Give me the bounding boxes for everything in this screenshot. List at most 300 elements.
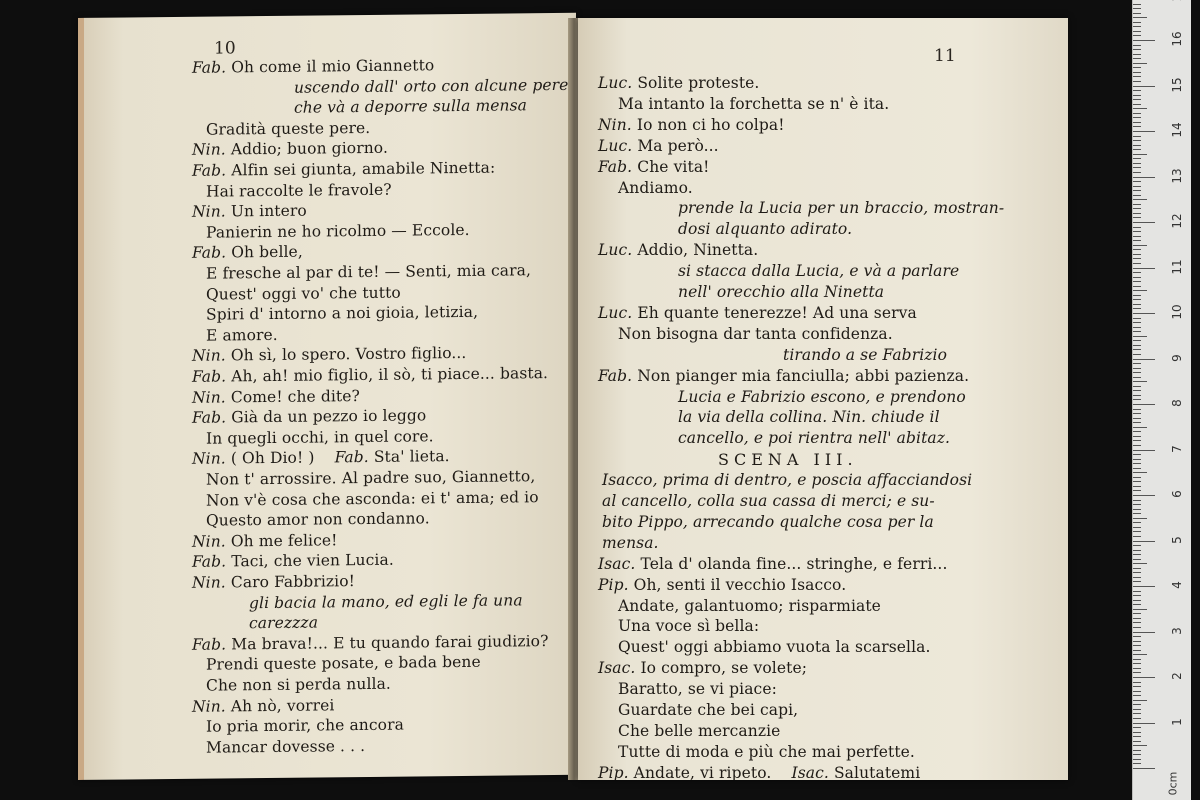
- ruler-tick: [1133, 331, 1141, 332]
- ruler-tick: [1133, 622, 1141, 623]
- speaker-name: Nin.: [192, 573, 231, 592]
- ruler-tick: [1133, 145, 1141, 146]
- ruler-tick: [1133, 190, 1141, 191]
- text-line: [598, 241, 758, 259]
- ruler-tick: [1133, 581, 1141, 582]
- ruler-tick: [1133, 131, 1155, 132]
- ruler-tick: [1133, 695, 1141, 696]
- ruler-tick: [1133, 490, 1141, 491]
- text-line: [783, 346, 947, 364]
- stage-direction: Isacco, prima di dentro, e poscia affacciandosi: [602, 471, 973, 490]
- ruler-tick: [1133, 263, 1141, 264]
- text-line: [678, 429, 950, 447]
- text-line: [192, 696, 334, 715]
- ruler-tick: [1133, 577, 1141, 578]
- text-line: [206, 488, 539, 509]
- ruler-tick: [1133, 108, 1147, 109]
- ruler-tick: [1133, 54, 1141, 55]
- text-line: [206, 675, 391, 695]
- dialogue-text: Già da un pezzo io leggo: [231, 406, 427, 427]
- speaker-name: Fab.: [192, 367, 232, 386]
- speaker-name: Isac.: [791, 763, 834, 780]
- ruler-tick: [1133, 104, 1141, 105]
- ruler-tick: [1133, 340, 1141, 341]
- ruler-tick: [1133, 440, 1141, 441]
- text-line: [192, 56, 434, 77]
- ruler-tick: [1133, 136, 1141, 137]
- ruler-tick: [1133, 672, 1141, 673]
- dialogue-text: Eh quante tenerezze! Ad una serva: [637, 303, 917, 322]
- ruler-tick: [1133, 327, 1141, 328]
- ruler-tick: [1133, 513, 1141, 514]
- ruler-tick: [1133, 227, 1141, 228]
- ruler-tick: [1133, 163, 1141, 164]
- text-line: [598, 116, 785, 134]
- ruler-number: 6: [1170, 490, 1184, 498]
- speaker-name: Isac.: [598, 659, 641, 678]
- ruler-tick: [1133, 58, 1141, 59]
- dialogue-text: Oh me felice!: [230, 531, 338, 551]
- text-line: [618, 680, 777, 698]
- ruler-tick: [1133, 95, 1141, 96]
- ruler-tick: [1133, 40, 1155, 41]
- text-line: [618, 325, 893, 343]
- dialogue-text: E amore.: [206, 325, 278, 345]
- text-line: [618, 743, 915, 761]
- ruler-tick: [1133, 481, 1141, 482]
- dialogue-text: In quegli occhi, in quel core.: [206, 427, 434, 448]
- ruler-number: 3: [1170, 626, 1184, 635]
- ruler-tick: [1133, 140, 1141, 141]
- ruler-tick: [1133, 741, 1141, 742]
- dialogue-text: Guardate che bei capi,: [618, 701, 799, 719]
- ruler-tick: [1133, 99, 1141, 100]
- ruler-tick: [1133, 90, 1141, 91]
- ruler-tick: [1133, 72, 1141, 73]
- dialogue-text: Ah, ah! mio figlio, il sò, ti piace... basta.: [231, 364, 549, 386]
- text-line: [678, 408, 940, 426]
- ruler-tick: [1133, 117, 1141, 118]
- ruler-tick: [1133, 245, 1147, 246]
- speaker-name: Pip.: [598, 575, 634, 594]
- ruler-tick: [1133, 268, 1155, 269]
- dialogue-text: Gradità queste pere.: [206, 118, 371, 139]
- ruler-number: [1170, 0, 1184, 4]
- dialogue-text: Non v'è cosa che asconda: ei t' ama; ed io: [206, 487, 539, 510]
- dialogue-text: Tutte di moda e più che mai perfette.: [618, 742, 915, 761]
- text-line: [678, 283, 884, 301]
- speaker-name: Fab.: [334, 448, 374, 467]
- text-line: [598, 659, 807, 677]
- text-line: [618, 597, 881, 615]
- ruler-tick: [1133, 759, 1141, 760]
- ruler-tick: [1133, 436, 1141, 437]
- dialogue-text: E fresche al par di te! — Senti, mia cara,: [206, 261, 532, 283]
- ruler-tick: [1133, 727, 1141, 728]
- measuring-ruler: [1132, 0, 1191, 800]
- text-line: [678, 199, 1004, 217]
- ruler-number: 16: [1170, 31, 1184, 47]
- ruler-number: 14: [1170, 122, 1184, 138]
- ruler-tick: [1133, 363, 1141, 364]
- ruler-tick: [1133, 236, 1141, 237]
- dialogue-text: Alfin sei giunta, amabile Ninetta:: [231, 158, 496, 180]
- ruler-tick: [1133, 258, 1141, 259]
- speaker-name: Nin.: [192, 202, 231, 221]
- ruler-number: 11: [1170, 258, 1184, 275]
- ruler-number: 12: [1170, 213, 1184, 229]
- ruler-tick: [1133, 413, 1141, 414]
- ruler-tick: [1133, 154, 1147, 155]
- ruler-tick: [1133, 754, 1141, 755]
- ruler-tick: [1133, 299, 1141, 300]
- ruler-tick: [1133, 663, 1141, 664]
- stage-direction: mensa.: [602, 533, 659, 552]
- ruler-tick: [1133, 763, 1141, 764]
- dialogue-text: Ma brava!... E tu quando farai giudizio?: [231, 631, 549, 654]
- text-line: [618, 722, 780, 740]
- ruler-tick: [1133, 536, 1141, 537]
- ruler-tick: [1133, 222, 1155, 223]
- dialogue-text: Prendi queste posate, e bada bene: [206, 653, 481, 675]
- ruler-number: 5: [1170, 535, 1184, 544]
- ruler-tick: [1133, 600, 1141, 601]
- dialogue-text: Mancar dovesse . . .: [206, 736, 366, 757]
- stage-direction: uscendo dall' orto con alcune pere: [294, 75, 569, 97]
- ruler-tick: [1133, 404, 1155, 405]
- ruler-tick: [1133, 49, 1141, 50]
- ruler-tick: [1133, 704, 1141, 705]
- text-line: [206, 221, 470, 242]
- ruler-tick: [1133, 281, 1141, 282]
- dialogue-text: Tela d' olanda fine... stringhe, e ferri...: [640, 554, 948, 573]
- ruler-tick: [1133, 113, 1141, 114]
- speaker-name: Luc.: [598, 241, 638, 260]
- text-line: [678, 220, 852, 238]
- dialogue-text: Ma intanto la forchetta se n' è ita.: [618, 94, 890, 113]
- dialogue-text: Addio; buon giorno.: [230, 139, 388, 159]
- dialogue-text: Quest' oggi vo' che tutto: [206, 283, 401, 304]
- ruler-tick: [1133, 500, 1141, 501]
- stage-direction: gli bacia la mano, ed egli le fa una: [249, 590, 523, 612]
- dialogue-text: Una voce sì bella:: [618, 617, 760, 636]
- text-line: [598, 555, 948, 573]
- ruler-tick: [1133, 272, 1141, 273]
- text-line: [249, 614, 318, 633]
- ruler-tick: [1133, 654, 1147, 655]
- ruler-tick: [1133, 472, 1147, 473]
- text-line: [206, 180, 392, 200]
- dialogue-text: Spiri d' intorno a noi gioia, letizia,: [206, 302, 479, 324]
- ruler-tick: [1133, 431, 1141, 432]
- speaker-name: Luc.: [598, 74, 638, 92]
- speaker-name: Nin.: [192, 532, 231, 551]
- right-page: [578, 18, 1068, 780]
- ruler-tick: [1133, 67, 1141, 68]
- ruler-tick: [1133, 572, 1141, 573]
- text-line: [192, 531, 337, 551]
- ruler-tick: [1133, 659, 1141, 660]
- ruler-number: 4: [1170, 581, 1184, 589]
- dialogue-text: Che non si perda nulla.: [206, 674, 391, 695]
- ruler-tick: [1133, 591, 1141, 592]
- stage-direction: tirando a se Fabrizio: [783, 345, 948, 364]
- stage-direction: bito Pippo, arrecando qualche cosa per la: [602, 512, 934, 531]
- ruler-tick: [1133, 304, 1141, 305]
- dialogue-text: Io non ci ho colpa!: [636, 115, 785, 134]
- text-line: [206, 119, 370, 139]
- text-line: [618, 179, 693, 197]
- ruler-tick: [1133, 568, 1141, 569]
- ruler-tick: [1133, 409, 1141, 410]
- speaker-name: Nin.: [192, 346, 231, 366]
- ruler-tick: [1133, 199, 1147, 200]
- ruler-tick: [1133, 595, 1141, 596]
- text-line: [598, 304, 917, 322]
- ruler-tick: [1133, 531, 1141, 532]
- ruler-tick: [1133, 31, 1141, 32]
- open-book: [78, 18, 1070, 780]
- ruler-tick: [1133, 723, 1155, 724]
- ruler-tick: [1133, 177, 1155, 178]
- dialogue-text: Sta' lieta.: [373, 447, 450, 467]
- ruler-tick: [1133, 8, 1141, 9]
- text-line: [618, 638, 931, 656]
- ruler-tick: [1133, 718, 1141, 719]
- ruler-tick: [1133, 732, 1141, 733]
- speaker-name: Fab.: [192, 161, 232, 180]
- ruler-tick: [1133, 4, 1141, 5]
- ruler-tick: [1133, 395, 1141, 396]
- text-line: [192, 202, 307, 221]
- ruler-tick: [1133, 691, 1141, 692]
- ruler-tick: [1133, 618, 1141, 619]
- speaker-name: Luc.: [598, 303, 638, 322]
- ruler-tick: [1133, 668, 1141, 669]
- dialogue-text: ( Oh Dio! ): [230, 448, 315, 468]
- ruler-tick: [1133, 682, 1141, 683]
- ruler-tick: [1133, 35, 1141, 36]
- text-line: [249, 591, 523, 612]
- ruler-tick: [1133, 518, 1147, 519]
- stage-direction: la via della collina. Nin. chiude il: [678, 408, 940, 427]
- page-number: 10: [214, 38, 236, 59]
- ruler-tick: [1133, 349, 1141, 350]
- dialogue-text: Caro Fabbrizio!: [230, 572, 355, 592]
- stage-direction: che và a deporre sulla mensa: [294, 96, 527, 117]
- ruler-tick: [1133, 81, 1141, 82]
- ruler-tick: [1133, 45, 1141, 46]
- speaker-name: Nin.: [192, 387, 231, 407]
- dialogue-text: Io compro, se volete;: [640, 659, 808, 678]
- stage-direction: si stacca dalla Lucia, e và a parlare: [678, 262, 960, 281]
- text-line: [206, 716, 404, 736]
- dialogue-text: Ah nò, vorrei: [230, 695, 335, 715]
- speaker-name: Nin.: [192, 449, 231, 469]
- ruler-tick: [1133, 632, 1155, 633]
- scene-heading: SCENA III.: [718, 450, 858, 470]
- ruler-tick: [1133, 86, 1155, 87]
- ruler-tick: [1133, 172, 1141, 173]
- dialogue-text: Andate, galantuomo; risparmiate: [618, 596, 881, 615]
- ruler-unit: 0cm: [1166, 771, 1180, 796]
- ruler-tick: [1133, 368, 1141, 369]
- text-line: [192, 364, 548, 386]
- ruler-tick: [1133, 345, 1141, 346]
- ruler-tick: [1133, 13, 1141, 14]
- ruler-tick: [1133, 126, 1141, 127]
- ruler-tick: [1133, 158, 1141, 159]
- dialogue-text: Andiamo.: [618, 178, 693, 197]
- speaker-name: Fab.: [192, 635, 232, 654]
- ruler-tick: [1133, 709, 1141, 710]
- ruler-tick: [1133, 213, 1141, 214]
- dialogue-text: Oh come il mio Giannetto: [231, 56, 435, 77]
- dialogue-text: Taci, che vien Lucia.: [231, 551, 394, 571]
- speaker-name: Luc.: [598, 136, 638, 155]
- ruler-tick: [1133, 290, 1147, 291]
- text-line: [618, 617, 759, 635]
- ruler-number: 2: [1170, 672, 1184, 680]
- ruler-tick: [1133, 477, 1141, 478]
- text-line: [206, 283, 401, 303]
- ruler-tick: [1133, 445, 1141, 446]
- speaker-name: Fab.: [192, 552, 232, 572]
- ruler-number: 7: [1170, 444, 1184, 453]
- ruler-number: 1: [1170, 717, 1184, 726]
- text-line: [294, 75, 568, 96]
- ruler-tick: [1133, 636, 1141, 637]
- ruler-tick: [1133, 359, 1155, 360]
- ruler-tick: [1133, 486, 1141, 487]
- ruler-tick: [1133, 254, 1141, 255]
- speaker-name: Nin.: [192, 140, 231, 160]
- ruler-number: 8: [1170, 399, 1184, 407]
- ruler-tick: [1133, 463, 1141, 464]
- ruler-tick: [1133, 613, 1141, 614]
- text-line: [598, 576, 846, 594]
- ruler-tick: [1133, 313, 1155, 314]
- text-line: [598, 764, 920, 780]
- ruler-tick: [1133, 504, 1141, 505]
- ruler-tick: [1133, 76, 1141, 77]
- ruler-tick: [1133, 181, 1141, 182]
- ruler-tick: [1133, 336, 1147, 337]
- ruler-tick: [1133, 563, 1147, 564]
- ruler-tick: [1133, 586, 1155, 587]
- ruler-tick: [1133, 354, 1141, 355]
- text-line: [192, 139, 388, 159]
- text-line: [192, 572, 355, 592]
- text-line: [602, 471, 972, 489]
- ruler-tick: [1133, 318, 1141, 319]
- ruler-tick: [1133, 768, 1155, 769]
- ruler-tick: [1133, 277, 1141, 278]
- ruler-tick: [1133, 17, 1147, 18]
- ruler-tick: [1133, 686, 1141, 687]
- ruler-number: 13: [1170, 167, 1184, 184]
- ruler-tick: [1133, 736, 1141, 737]
- ruler-tick: [1133, 641, 1141, 642]
- ruler-tick: [1133, 22, 1141, 23]
- text-line: [678, 388, 966, 406]
- stage-direction: cancello, e poi rientra nell' abitaz.: [678, 429, 951, 448]
- text-line: [294, 96, 527, 116]
- ruler-tick: [1133, 645, 1141, 646]
- text-line: [192, 447, 450, 468]
- ruler-tick: [1133, 427, 1147, 428]
- dialogue-text: Addio, Ninetta.: [637, 241, 759, 260]
- dialogue-text: Che belle mercanzie: [618, 721, 781, 740]
- ruler-tick: [1133, 295, 1141, 296]
- ruler-tick: [1133, 609, 1147, 610]
- ruler-tick: [1133, 122, 1141, 123]
- text-line: [192, 551, 394, 571]
- text-line: [206, 467, 535, 488]
- dialogue-text: Oh sì, lo spero. Vostro figlio...: [230, 344, 467, 365]
- ruler-tick: [1133, 627, 1141, 628]
- dialogue-text: Salutatemi: [833, 763, 921, 780]
- ruler-tick: [1133, 149, 1141, 150]
- speaker-name: Fab.: [192, 408, 232, 427]
- ruler-tick: [1133, 750, 1141, 751]
- ruler-number: 10: [1170, 304, 1184, 320]
- left-page: [78, 13, 576, 780]
- stage-direction: nell' orecchio alla Ninetta: [678, 283, 885, 301]
- ruler-tick: [1133, 63, 1147, 64]
- ruler-tick: [1133, 522, 1141, 523]
- text-line: [598, 137, 719, 155]
- ruler-tick: [1133, 545, 1141, 546]
- ruler-tick: [1133, 372, 1141, 373]
- text-line: [206, 326, 278, 345]
- ruler-tick: [1133, 240, 1141, 241]
- page-number: 11: [934, 46, 956, 66]
- ruler-tick: [1133, 249, 1141, 250]
- dialogue-text: Io pria morir, che ancora: [206, 715, 404, 736]
- text-line: [206, 653, 481, 674]
- ruler-tick: [1133, 286, 1141, 287]
- ruler-tick: [1133, 418, 1141, 419]
- ruler-tick: [1133, 167, 1141, 168]
- speaker-name: Fab.: [192, 243, 232, 263]
- ruler-tick: [1133, 204, 1141, 205]
- dialogue-text: Che vita!: [637, 157, 710, 176]
- dialogue-text: Un intero: [230, 201, 307, 221]
- text-line: [618, 701, 798, 719]
- text-line: [206, 737, 365, 757]
- ruler-tick: [1133, 377, 1141, 378]
- ruler-tick: [1133, 26, 1141, 27]
- text-line: [192, 159, 495, 180]
- ruler-tick: [1133, 604, 1141, 605]
- ruler-tick: [1133, 559, 1141, 560]
- text-line: [678, 262, 959, 280]
- ruler-tick: [1133, 713, 1141, 714]
- dialogue-text: Questo amor non condanno.: [206, 509, 430, 530]
- text-line: [206, 261, 531, 282]
- text-line: [598, 158, 710, 176]
- dialogue-text: Hai raccolte le fravole?: [206, 180, 392, 201]
- stage-direction: prende la Lucia per un braccio, mostran-: [678, 199, 1005, 218]
- ruler-tick: [1133, 554, 1141, 555]
- ruler-tick: [1133, 217, 1141, 218]
- speaker-name: Nin.: [598, 115, 637, 134]
- text-line: [618, 95, 889, 113]
- ruler-tick: [1133, 308, 1141, 309]
- stage-direction: dosi alquanto adirato.: [678, 220, 853, 239]
- ruler-tick: [1133, 390, 1141, 391]
